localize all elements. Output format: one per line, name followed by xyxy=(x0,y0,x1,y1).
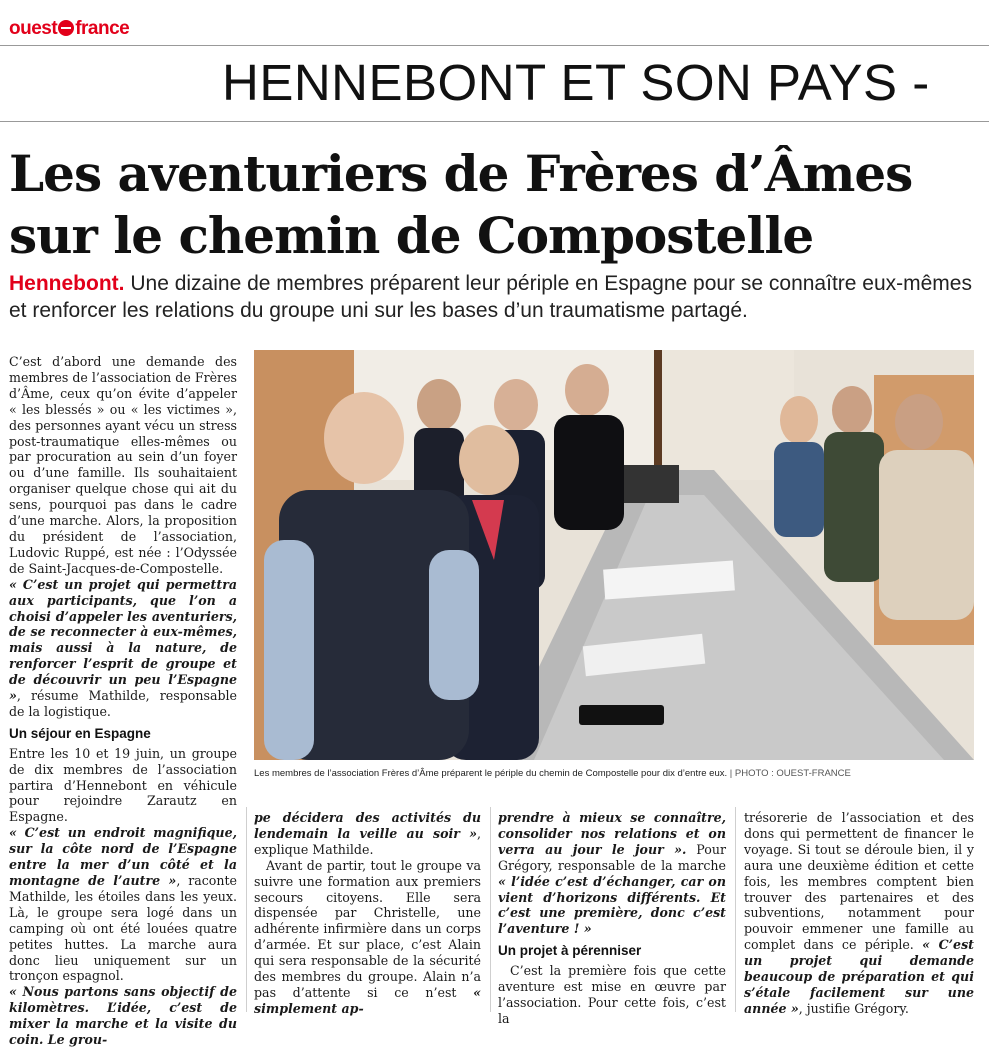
col2-paragraph-2-text: Avant de partir, tout le groupe va suivre une formation aux premiers secours citoyens. Elle sera dispensée par Christelle, une adhérente infirmière dans un corps d’armée. Et sur place, c’est Alain qui sera responsable de la sécurité des membres du groupe. Alain n’a pas d’attente si ce n’est xyxy=(254,857,481,1000)
col1-paragraph-4-end: , raconte Mathilde, les étoiles dans les yeux. Là, le groupe sera logé dans un camping où ont été louées quatre petites huttes. La marche aura donc lieu uniquement sur un tronçon espagnol. xyxy=(9,873,237,984)
col4-paragraph-1-text: trésorerie de l’association et des dons qui permettent de financer le voyage. Si tout se déroule bien, il y aura une deuxième édition et cette fois, les membres comptent bien trouver des partenaires et des subventions, notamment pour pouvoir emmener une famille au complet dans ce périple. xyxy=(744,810,974,953)
top-divider xyxy=(0,45,989,46)
headline-line-2: sur le chemin de Compostelle xyxy=(9,206,814,265)
brand-logo-dot-icon xyxy=(58,20,74,36)
col1-paragraph-4 xyxy=(9,825,237,984)
brand-logo-left: ouest xyxy=(9,18,58,39)
column-divider-1 xyxy=(246,807,247,1012)
article-column-4 xyxy=(744,810,974,1017)
col2-paragraph-2 xyxy=(254,858,481,1017)
col4-quote-1: « C’est un projet qui demande beaucoup de préparation et qui s’étale facilement sur une année » xyxy=(744,937,974,1016)
column-divider-3 xyxy=(735,807,736,1012)
col1-paragraph-2-end: , résume Mathilde, responsable de la logistique. xyxy=(9,688,237,719)
lead-place: Hennebont. xyxy=(9,272,125,295)
col4-paragraph-1-end: , justifie Grégory. xyxy=(798,1000,909,1016)
col1-paragraph-3: Entre les 10 et 19 juin, un groupe de dix membres de l’association partira d’Hennebont en véhicule pour rejoindre Zarautz en Espagne. xyxy=(9,745,237,825)
col2-quote-2: « simplement ap- xyxy=(254,984,481,1016)
headline-line-1: Les aventuriers de Frères d’Âmes xyxy=(9,144,913,203)
col1-paragraph-1: C’est d’abord une demande des membres de l’association de Frères d’Âme, ceux qu’on évite d’appeler « les blessés » ou « les victimes », des personnes ayant vécu un stress post-traumatique elles-mêmes ou par procuration au sein d’un foyer ou d’une famille. Ils souhaitaient organiser quelque chose qui ait du sens, pourquoi pas dans le cadre d’une marche. Alors, la proposition du président de l’association, Ludovic Ruppé, est née : l’Odyssée de Saint-Jacques-de-Compostelle. xyxy=(9,354,237,576)
col3-quote-2: « l’idée c’est d’échanger, car on vient d’horizons différents. Et c’est une première, donc c’est l’aventure ! » xyxy=(498,873,726,937)
column-divider-2 xyxy=(490,807,491,1012)
photo-credit: | PHOTO : OUEST-FRANCE xyxy=(729,768,851,779)
photo-caption xyxy=(254,767,974,781)
col1-paragraph-5 xyxy=(9,984,237,1048)
lead-text: Une dizaine de membres préparent leur périple en Espagne pour se connaître eux-mêmes et renforcer les relations du groupe uni sur les bases d’un traumatisme partagé. xyxy=(9,272,972,322)
col1-paragraph-2 xyxy=(9,577,237,720)
section-title: HENNEBONT ET SON PAYS - xyxy=(222,54,930,111)
article-column-1 xyxy=(9,354,237,1048)
col1-quote-3: « Nous partons sans objectif de kilomètres. L’idée, c’est de mixer la marche et la visite du coin. Le grou- xyxy=(9,984,237,1048)
col4-paragraph-1 xyxy=(744,810,974,1017)
col1-quote-1: « C’est un projet qui permettra aux participants, que l’on a choisi d’appeler les aventuriers, de se reconnecter à eux-mêmes, mais aussi à la nature, de renforcer l’esprit de groupe et de découvrir un peu l’Espagne » xyxy=(9,576,237,704)
article-photo xyxy=(254,350,974,760)
col2-paragraph-1-end: , explique Mathilde. xyxy=(254,825,481,857)
caption-text: Les membres de l’association Frères d’Âme préparent le périple du chemin de Compostelle pour dix d’entre eux. xyxy=(254,768,728,779)
headline xyxy=(9,143,984,267)
article-column-3 xyxy=(498,810,726,1027)
brand-logo-right: france xyxy=(75,18,130,39)
col2-paragraph-1 xyxy=(254,810,481,858)
col3-quote-1: prendre à mieux se connaître, consolider nos relations et on verra au jour le jour ». xyxy=(498,810,726,857)
subheading-projet: Un projet à pérenniser xyxy=(498,943,642,959)
col1-quote-2: « C’est un endroit magnifique, sur la côte nord de l’Espagne entre la mer d’un côté et la montagne de l’autre » xyxy=(9,825,237,888)
subheading-sejour: Un séjour en Espagne xyxy=(9,725,151,741)
lead-paragraph xyxy=(9,270,981,324)
col3-paragraph-1-mid: Pour Grégory, responsable de la marche xyxy=(498,841,726,873)
header-divider xyxy=(0,121,989,122)
col3-paragraph-1 xyxy=(498,810,726,937)
brand-logo xyxy=(9,18,129,40)
article-column-2 xyxy=(254,810,481,1017)
col3-paragraph-2: C’est la première fois que cette aventure est mise en œuvre par l’association. Pour cette fois, c’est la xyxy=(498,963,726,1026)
col2-quote-1: pe décidera des activités du lendemain la veille au soir » xyxy=(254,810,481,841)
